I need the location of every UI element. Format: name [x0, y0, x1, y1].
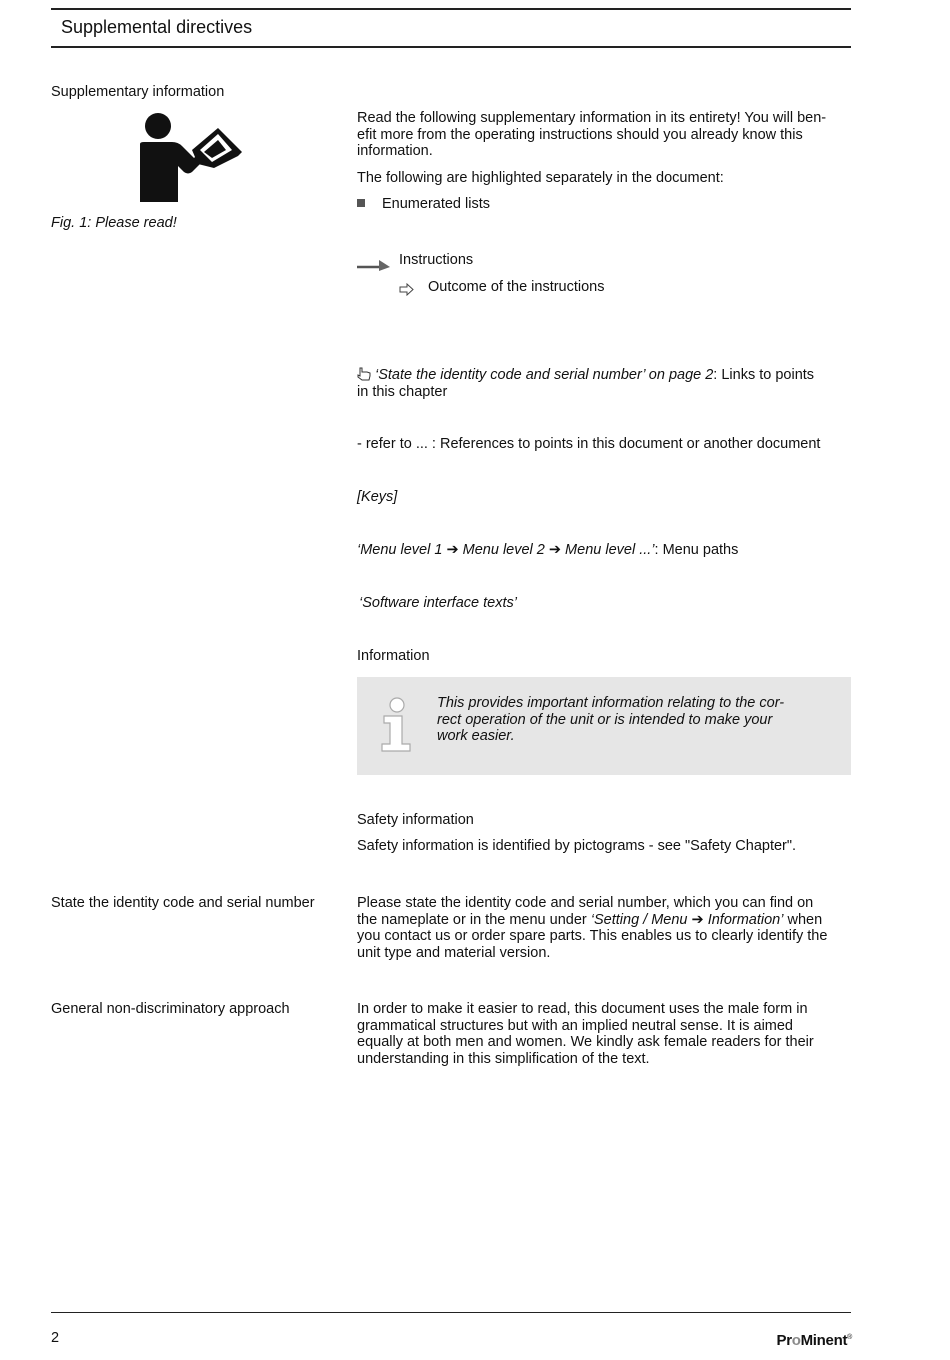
identity-line-text: the nameplate or in the menu under [357, 911, 591, 928]
outcome-label: Outcome of the instructions [428, 279, 605, 295]
header-top-rule [51, 8, 851, 10]
safety-text: Safety information is identified by pictograms - see "Safety Chapter". [357, 838, 797, 854]
info-icon [380, 696, 412, 752]
identity-line-text: when [783, 911, 823, 928]
identity-line [357, 912, 847, 929]
brand-text: o [791, 1332, 801, 1349]
link-example-text: : Links to points [713, 367, 815, 383]
page-number: 2 [51, 1330, 60, 1346]
highlight-intro: The following are highlighted separately in the document: [357, 170, 724, 186]
menu-path-example [357, 542, 847, 559]
intro-line: Read the following supplementary information in its entirety! You will ben- [357, 110, 827, 126]
square-bullet-icon [357, 199, 365, 207]
software-texts-example: ‘Software interface texts’ [359, 595, 517, 611]
information-box-text [437, 695, 802, 745]
section-heading-nondiscriminatory: General non-discriminatory approach [51, 1001, 290, 1017]
brand-logo [776, 1330, 852, 1350]
link-example [357, 367, 847, 400]
header-bottom-rule [51, 46, 851, 48]
nondiscriminatory-paragraph [357, 1001, 847, 1067]
identity-line: Please state the identity code and serial number, which you can find on [357, 895, 814, 911]
brand-registered-mark: ® [847, 1334, 852, 1341]
nondiscriminatory-line: equally at both men and women. We kindly ask female readers for their [357, 1034, 814, 1050]
nondiscriminatory-line: In order to make it easier to read, this document uses the male form in [357, 1001, 808, 1017]
menu-path-label: ‘Menu level 1 ➔ Menu level 2 ➔ Menu level ...’ [357, 542, 655, 558]
footer-rule [51, 1312, 851, 1313]
instructions-label: Instructions [399, 252, 474, 268]
menu-path-text: : Menu paths [654, 542, 739, 558]
link-example-text-line-2: in this chapter [357, 383, 448, 400]
page-title: Supplemental directives [61, 17, 253, 37]
intro-line: efit more from the operating instructions should you already know this [357, 126, 803, 143]
intro-paragraph [357, 110, 847, 160]
brand-text: Pr [776, 1332, 792, 1349]
refer-to-text: - refer to ... : References to points in this document or another document [357, 436, 821, 452]
safety-heading: Safety information [357, 812, 474, 828]
instruction-arrow-icon [357, 258, 391, 272]
identity-paragraph [357, 895, 847, 961]
list-item-enumerated [357, 196, 847, 213]
info-line: work easier. [437, 728, 515, 744]
identity-line: you contact us or order spare parts. This enables us to clearly identify the [357, 928, 828, 944]
figure-caption: Fig. 1: Please read! [51, 215, 177, 231]
keys-example: [Keys] [357, 489, 398, 505]
enumerated-lists-label: Enumerated lists [382, 196, 490, 212]
identity-line: unit type and material version. [357, 944, 551, 961]
section-heading-supplementary: Supplementary information [51, 84, 225, 100]
intro-line: information. [357, 143, 433, 159]
info-line: rect operation of the unit or is intended to make your [437, 711, 773, 728]
person-reading-book-icon [138, 112, 244, 204]
link-example-label[interactable]: ‘State the identity code and serial number’ on page 2 [375, 367, 714, 383]
section-heading-identity: State the identity code and serial number [51, 895, 315, 911]
nondiscriminatory-line: understanding in this simplification of the text. [357, 1050, 650, 1067]
pointing-hand-icon [357, 367, 372, 381]
information-heading: Information [357, 648, 430, 664]
info-line: This provides important information relating to the cor- [437, 695, 785, 711]
brand-text: Minent [800, 1332, 848, 1349]
outcome-arrow-icon [399, 283, 414, 296]
nondiscriminatory-line: grammatical structures but with an implied neutral sense. It is aimed [357, 1017, 793, 1034]
menu-path-setting-information: ‘Setting / Menu ➔ Information’ [590, 911, 784, 928]
